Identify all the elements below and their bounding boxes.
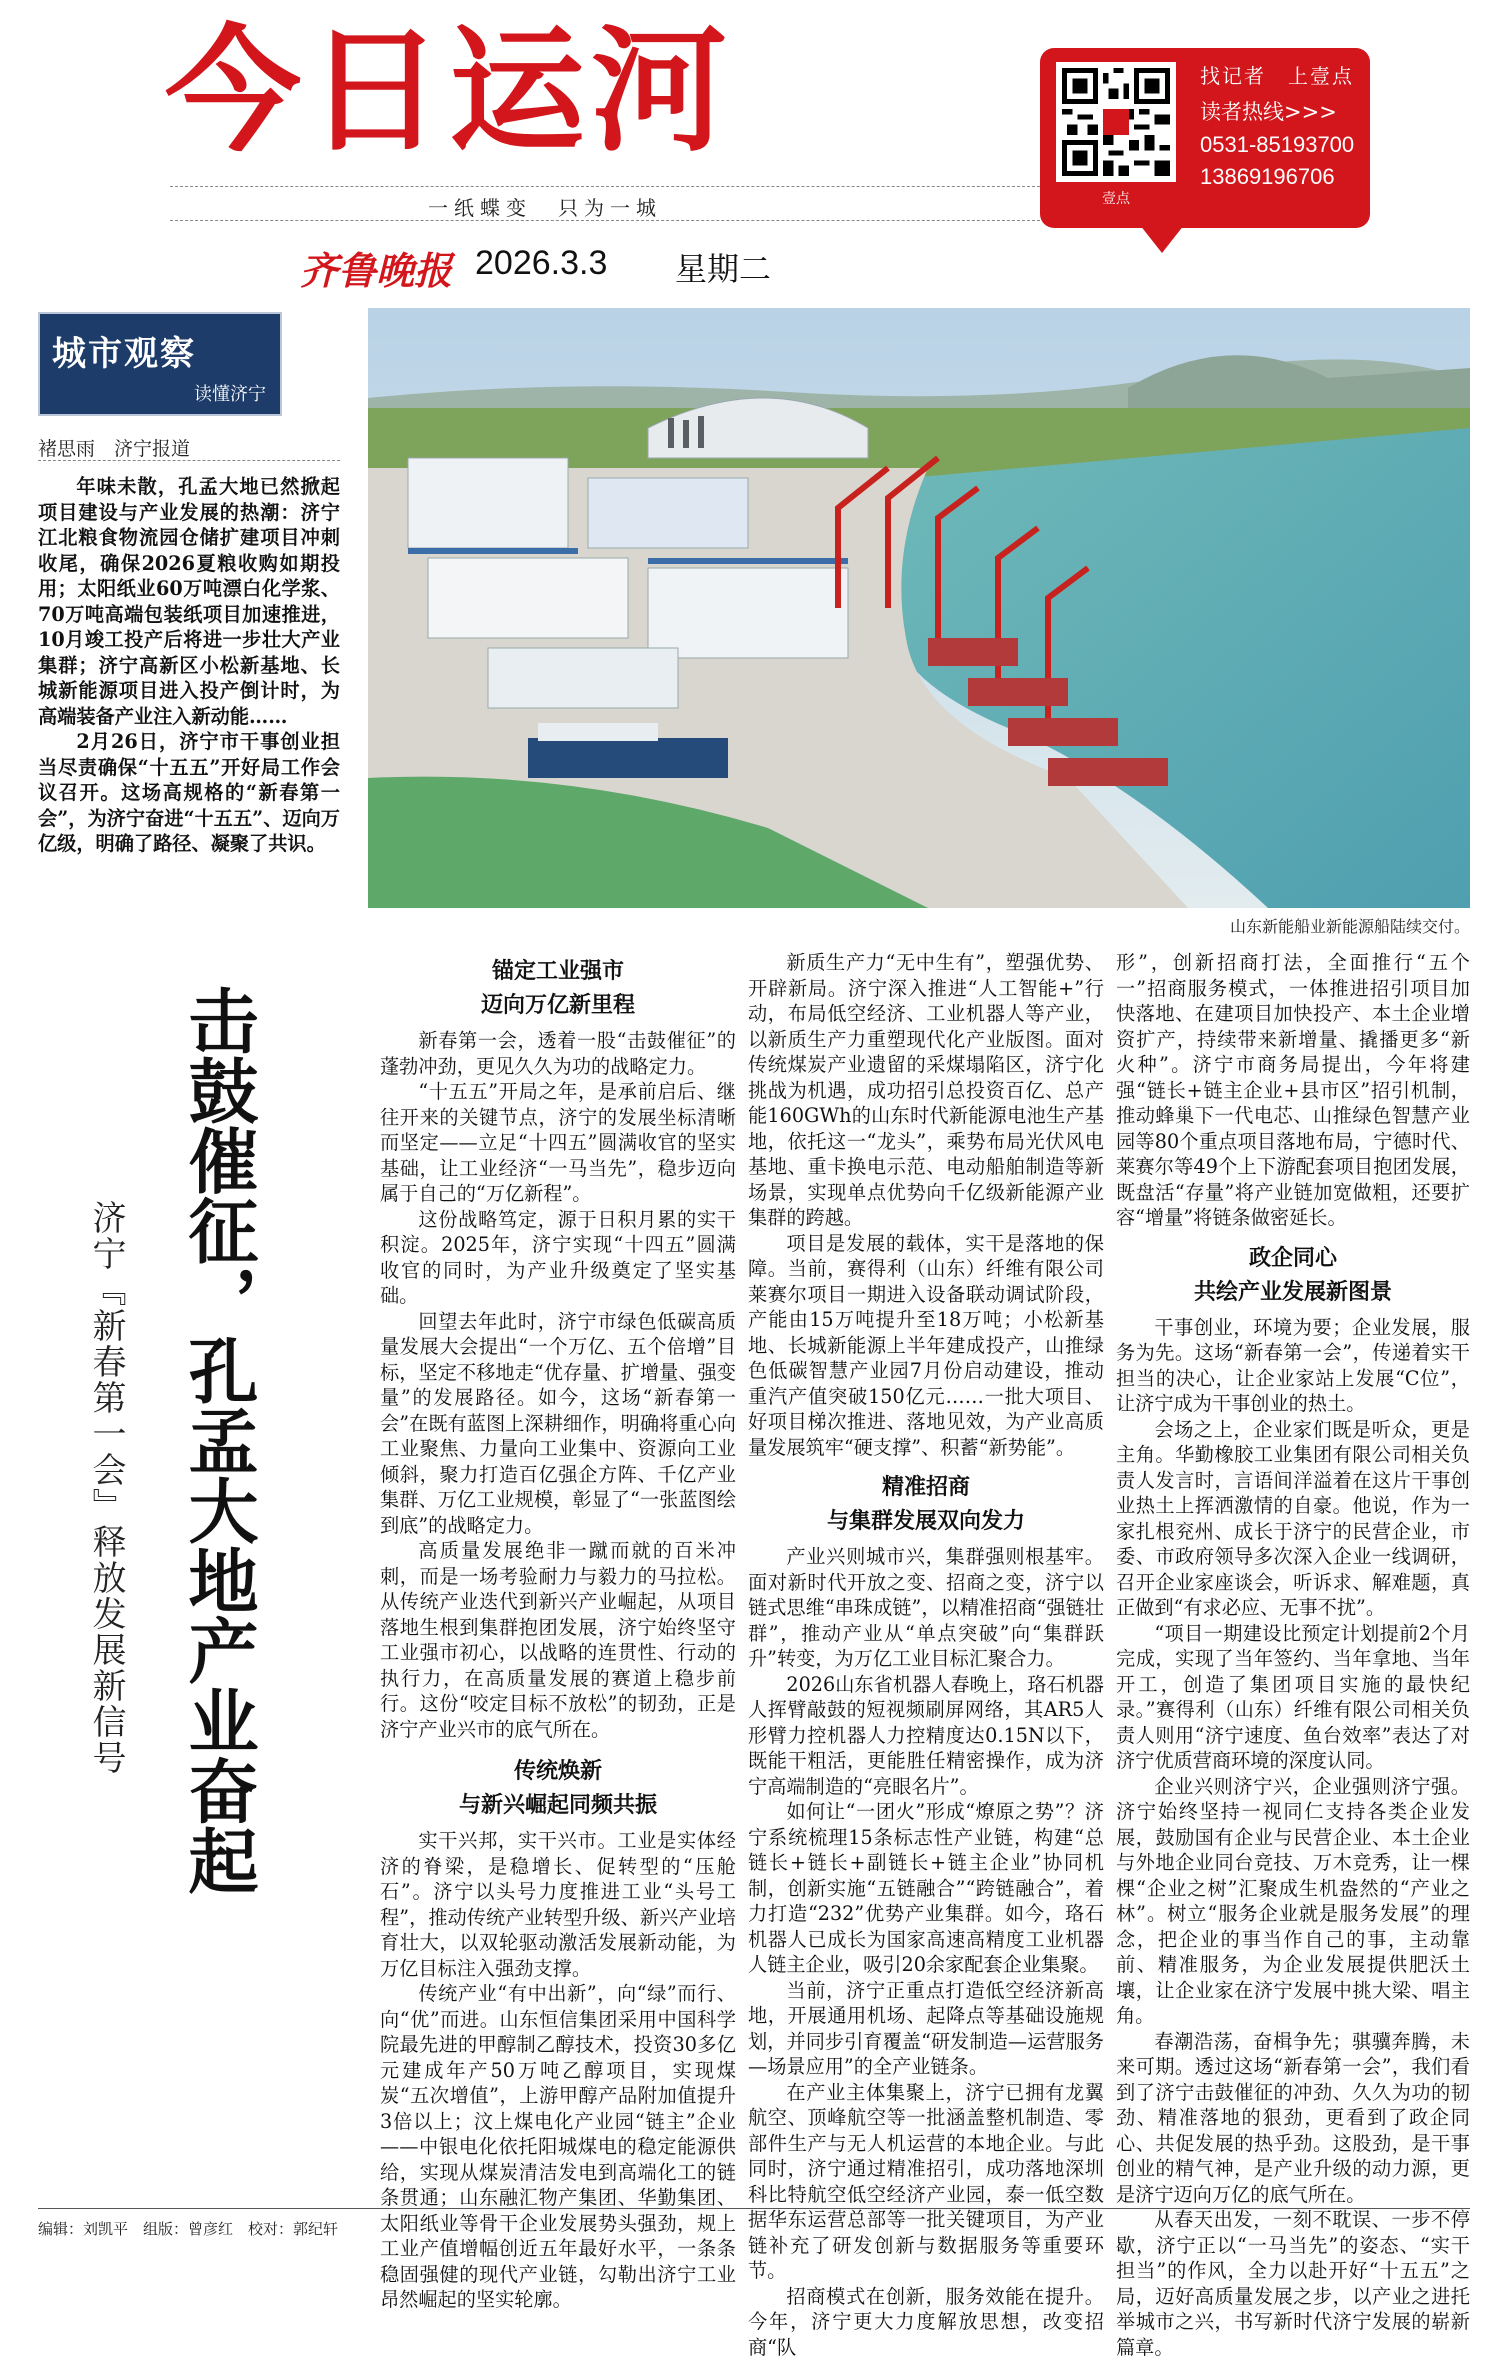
paragraph: 在产业主体集聚上，济宁已拥有龙翼航空、顶峰航空等一批涵盖整机制造、零部件生产与无人机运营的本地企业。与此同时，济宁通过精准招引，成功落地深圳科比特航空低空经济产业园，泰一低空数据华东运营总部等一批关键项目，为产业链补充了研发创新与数据服务等重要环节。 (748, 2080, 1104, 2284)
intro-text (38, 474, 340, 857)
qr-code-icon[interactable] (1056, 62, 1176, 182)
paragraph: 产业兴则城市兴，集群强则根基牢。面对新时代开放之变、招商之变，济宁以链式思维“串珠成链”，以精准招商“强链壮群”，推动产业从“单点突破”向“集群跃升”转变，为万亿工业目标汇聚合力。 (748, 1544, 1104, 1672)
column-badge-title: 城市观察 (52, 326, 196, 375)
hotline-slogan: 找记者 上壹点 (1200, 60, 1354, 89)
paragraph: 项目是发展的载体，实干是落地的保障。当前，赛得利（山东）纤维有限公司莱赛尔项目一期进入设备联动调试阶段，产能由15万吨提升至18万吨；小松新基地、长城新能源上半年建成投产，山推绿色低碳智慧产业园7月份启动建设，推动重汽产值突破150亿元……一批大项目、好项目梯次推进、落地见效，为产业高质量发展筑牢“硬支撑”、积蓄“新势能”。 (748, 1231, 1104, 1461)
article-photo (368, 308, 1470, 908)
byline-rule (38, 460, 340, 461)
article-column-3 (1116, 950, 1470, 2360)
paragraph: 如何让“一团火”形成“燎原之势”？济宁系统梳理15条标志性产业链，构建“总链长+链长+副链长+链主企业”协同机制，创新实施“五链融合”“跨链融合”，着力打造“232”优势产业集群。如今，珞石机器人已成长为国家高速高精度工业机器人链主企业，吸引20余家配套企业集聚。 (748, 1799, 1104, 1978)
paragraph: “十五五”开局之年，是承前启后、继往开来的关键节点，济宁的发展坐标清晰而坚定——立足“十四五”圆满收官的坚实基础，让工业经济“一马当先”，稳步迈向属于自己的“万亿新程”。 (380, 1079, 736, 1207)
intro-paragraph: 2月26日，济宁市干事创业担当尽责确保“十五五”开好局工作会议召开。这场高规格的“新春第一会”，为济宁奋进“十五五”、迈向万亿级，明确了路径、凝聚了共识。 (38, 729, 340, 857)
section-subtitle: 共绘产业发展新图景 (1116, 1277, 1470, 1307)
masthead-rule-top (170, 186, 1040, 187)
paragraph: 新春第一会，透着一股“击鼓催征”的蓬勃冲劲，更见久久为功的战略定力。 (380, 1028, 736, 1079)
section-subtitle: 与集群发展双向发力 (748, 1506, 1104, 1536)
paragraph: 招商模式在创新，服务效能在提升。今年，济宁更大力度解放思想，改变招商“队 (748, 2284, 1104, 2360)
section-subtitle: 迈向万亿新里程 (380, 990, 736, 1020)
masthead-title: 今日运河 (165, 22, 925, 162)
article-column-1 (380, 950, 736, 2313)
paragraph: 这份战略笃定，源于日积月累的实干积淀。2025年，济宁实现“十四五”圆满收官的同时，为产业升级奠定了坚实基础。 (380, 1207, 736, 1309)
column-badge-subtitle: 读懂济宁 (194, 380, 266, 406)
brand-logo: 齐鲁晚报 (300, 240, 452, 295)
hotline-phone-1[interactable]: 0531-85193700 (1200, 132, 1354, 158)
intro-paragraph: 年味未散，孔孟大地已然掀起项目建设与产业发展的热潮：济宁江北粮食物流园仓储扩建项目冲刺收尾，确保2026夏粮收购如期投用；太阳纸业60万吨漂白化学浆、70万吨高端包装纸项目加速推进，10月竣工投产后将进一步壮大产业集群；济宁高新区小松新基地、长城新能源项目进入投产倒计时，为高端装备产业注入新动能…… (38, 474, 340, 729)
section-title: 精准招商 (748, 1472, 1104, 1502)
paragraph: 当前，济宁正重点打造低空经济新高地，开展通用机场、起降点等基础设施规划，并同步引育覆盖“研发制造—运营服务—场景应用”的全产业链条。 (748, 1978, 1104, 2080)
paragraph: 回望去年此时，济宁市绿色低碳高质量发展大会提出“一个万亿、五个倍增”目标，坚定不移地走“优存量、扩增量、强变量”的发展路径。如今，这场“新春第一会”在既有蓝图上深耕细作，明确将重心向工业聚焦、力量向工业集中、资源向工业倾斜，聚力打造百亿强企方阵、千亿产业集群、万亿工业规模，彰显了“一张蓝图绘到底”的战略定力。 (380, 1309, 736, 1539)
subheadline: 济宁『新春第一会』释放发展新信号 (68, 1200, 128, 1776)
qr-label: 壹点 (1056, 188, 1176, 208)
issue-date: 2026.3.3 (475, 244, 607, 283)
paragraph: 会场之上，企业家们既是听众，更是主角。华勤橡胶工业集团有限公司相关负责人发言时，言语间洋溢着在这片干事创业热土上挥洒激情的自豪。他说，作为一家扎根兖州、成长于济宁的民营企业，市委、市政府领导多次深入企业一线调研，召开企业家座谈会，听诉求、解难题，真正做到“有求必应、无事不扰”。 (1116, 1417, 1470, 1621)
paragraph: 实干兴邦，实干兴市。工业是实体经济的脊梁，是稳增长、促转型的“压舱石”。济宁以头号力度推进工业“头号工程”，推动传统产业转型升级、新兴产业培育壮大，以双轮驱动激活发展新动能，为万亿目标注入强劲支撑。 (380, 1828, 736, 1981)
paragraph: 干事创业，环境为要；企业发展，服务为先。这场“新春第一会”，传递着实干担当的决心，让企业家站上发展“C位”，让济宁成为干事创业的热土。 (1116, 1315, 1470, 1417)
section-title: 政企同心 (1116, 1243, 1470, 1273)
paragraph: 2026山东省机器人春晚上，珞石机器人挥臂敲鼓的短视频刷屏网络，其AR5人形臂力控机器人力控精度达0.15N以下，既能干粗活，更能胜任精密操作，成为济宁高端制造的“亮眼名片”。 (748, 1672, 1104, 1800)
hotline-box-tail (1140, 225, 1184, 253)
article-column-2 (748, 950, 1104, 2360)
masthead-slogan: 一纸蝶变 只为一城 (380, 192, 710, 221)
paragraph: 春潮浩荡，奋楫争先；骐骥奔腾，未来可期。透过这场“新春第一会”，我们看到了济宁击鼓催征的冲劲、久久为功的韧劲、精准落地的狠劲，更看到了政企同心、共促发展的热乎劲。这股劲，是干事创业的精气神，是产业升级的动力源，更是济宁迈向万亿的底气所在。 (1116, 2029, 1470, 2208)
section-title: 传统焕新 (380, 1756, 736, 1786)
paragraph: “项目一期建设比预定计划提前2个月完成，实现了当年签约、当年拿地、当年开工，创造了集团项目实施的最快纪录。”赛得利（山东）纤维有限公司相关负责人则用“济宁速度、鱼台效率”表达了对济宁优质营商环境的深度认同。 (1116, 1621, 1470, 1774)
section-subtitle: 与新兴崛起同频共振 (380, 1790, 736, 1820)
issue-weekday: 星期二 (675, 244, 771, 290)
paragraph: 形”，创新招商打法，全面推行“五个一”招商服务模式，一体推进招引项目加快落地、在建项目加快投产、本土企业增资扩产，持续带来新增量、撬播更多“新火种”。济宁市商务局提出，今年将建强“链长+链主企业+县市区”招引机制，推动蜂巢下一代电芯、山推绿色智慧产业园等80个重点项目落地布局，宁德时代、莱赛尔等49个上下游配套项目抱团发展，既盘活“存量”将产业链加宽做粗，还要扩容“增量”将链条做密延长。 (1116, 950, 1470, 1231)
paragraph: 企业兴则济宁兴，企业强则济宁强。济宁始终坚持一视同仁支持各类企业发展，鼓励国有企业与民营企业、本土企业与外地企业同台竞技、万木竞秀，让一棵棵“企业之树”汇聚成生机盎然的“产业之林”。树立“服务企业就是服务发展”的理念，把企业的事当作自己的事，主动靠前、精准服务，为企业发展提供肥沃土壤，让企业家在济宁发展中挑大梁、唱主角。 (1116, 1774, 1470, 2029)
hotline-phone-2[interactable]: 13869196706 (1200, 164, 1335, 190)
hotline-label: 读者热线>>> (1200, 96, 1337, 126)
photo-caption: 山东新能船业新能源船陆续交付。 (1100, 914, 1470, 937)
section-title: 锚定工业强市 (380, 956, 736, 986)
editor-credits: 编辑：刘凯平 组版：曾彦红 校对：郭纪轩 (38, 2218, 338, 2239)
footer-rule (38, 2208, 1470, 2209)
byline: 褚思雨 济宁报道 (38, 434, 190, 461)
paragraph: 新质生产力“无中生有”，塑强优势、开辟新局。济宁深入推进“人工智能+”行动，布局低空经济、工业机器人等产业，以新质生产力重塑现代化产业版图。面对传统煤炭产业遗留的采煤塌陷区，济宁化挑战为机遇，成功招引总投资百亿、总产能160GWh的山东时代新能源电池生产基地，依托这一“龙头”，乘势布局光伏风电基地、重卡换电示范、电动船舶制造等新场景，实现单点优势向千亿级新能源产业集群的跨越。 (748, 950, 1104, 1231)
paragraph: 高质量发展绝非一蹴而就的百米冲刺，而是一场考验耐力与毅力的马拉松。从传统产业迭代到新兴产业崛起，从项目落地生根到集群抱团发展，济宁始终坚守工业强市初心，以战略的连贯性、行动的执行力，在高质量发展的赛道上稳步前行。这份“咬定目标不放松”的韧劲，正是济宁产业兴市的底气所在。 (380, 1538, 736, 1742)
masthead-rule-bottom (170, 220, 1040, 221)
column-badge (38, 312, 282, 416)
headline: 击鼓催征，孔孟大地产业奋起 (150, 985, 260, 1895)
paragraph: 传统产业“有中出新”，向“绿”而行、向“优”而进。山东恒信集团采用中国科学院最先进的甲醇制乙醇技术，投资30多亿元建成年产50万吨乙醇项目，实现煤炭“五次增值”，上游甲醇产品附加值提升3倍以上；汶上煤电化产业园“链主”企业——中银电化依托阳城煤电的稳定能源供给，实现从煤炭清洁发电到高端化工的链条贯通；山东融汇物产集团、华勤集团、太阳纸业等骨干企业发展势头强劲，规上工业产值增幅创近五年最好水平，一条条稳固强健的现代产业链，勾勒出济宁工业昂然崛起的坚实轮廓。 (380, 1981, 736, 2313)
paragraph: 从春天出发，一刻不耽误、一步不停歇，济宁正以“一马当先”的姿态、“实干担当”的作风，全力以赴开好“十五五”之局，迈好高质量发展之步，以产业之进托举城市之兴，书写新时代济宁发展的崭新篇章。 (1116, 2207, 1470, 2360)
